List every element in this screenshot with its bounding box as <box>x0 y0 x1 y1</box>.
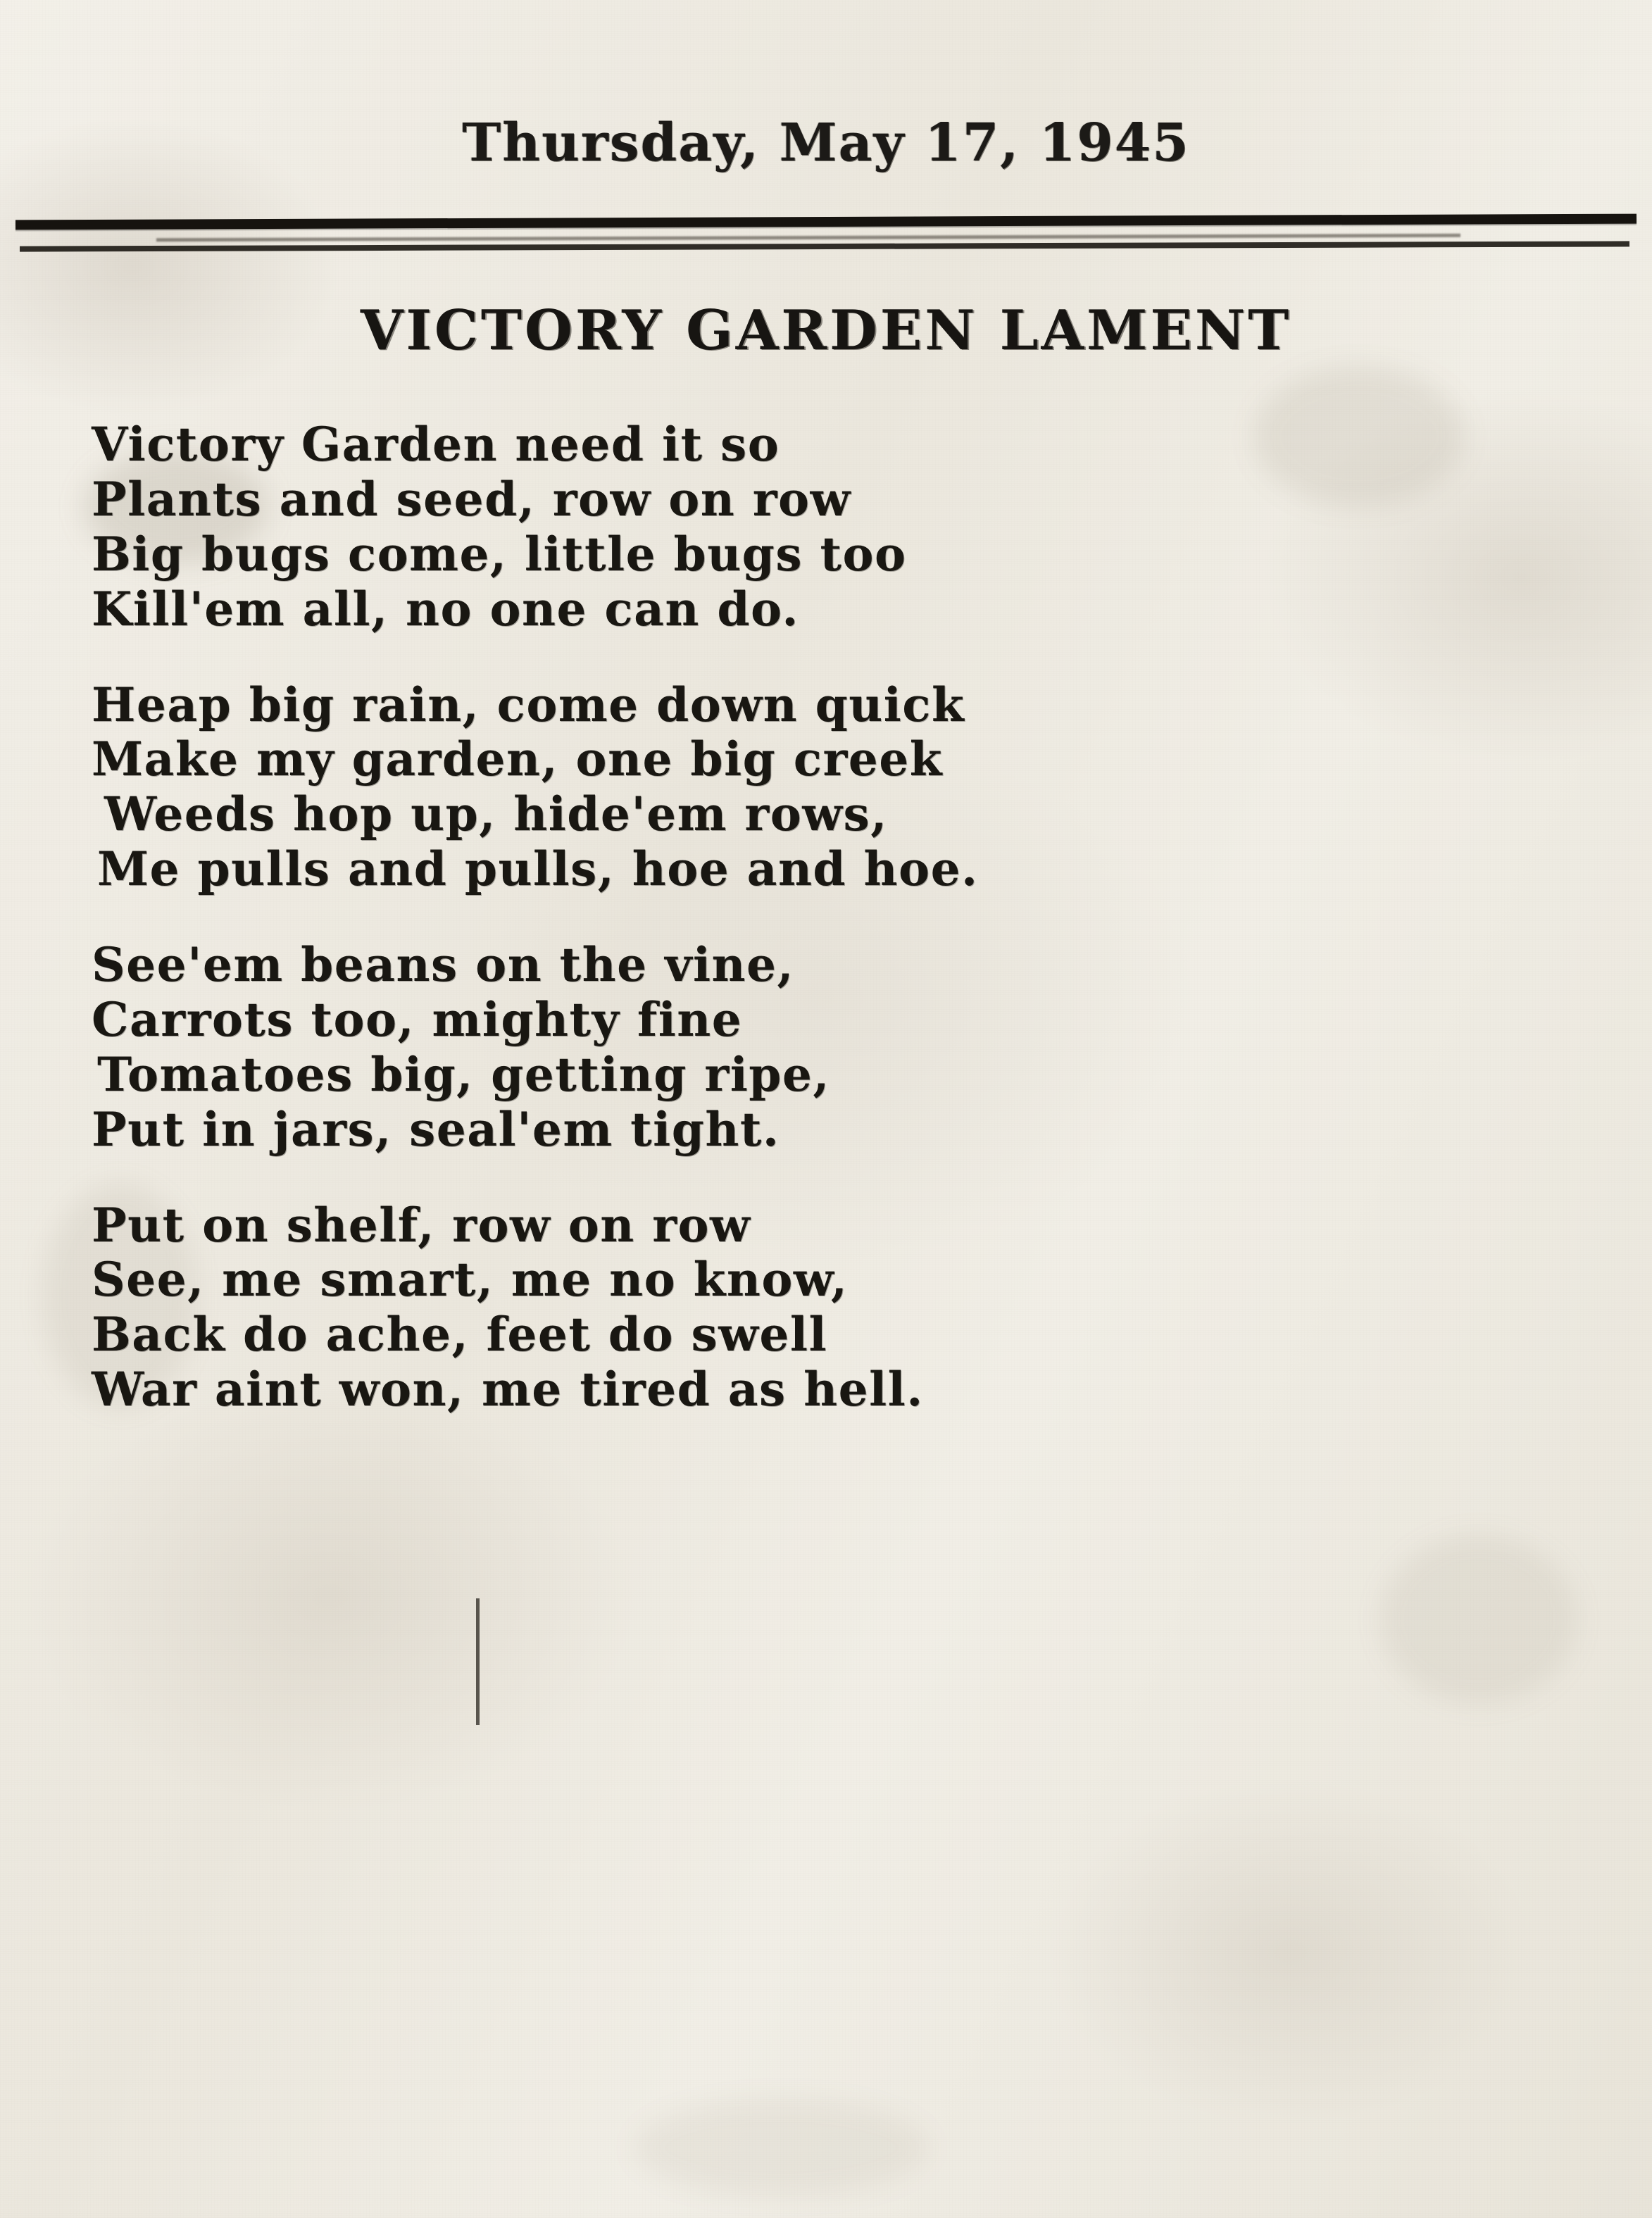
poem-stanza <box>92 938 1652 1158</box>
clipping-content <box>0 113 1652 1417</box>
horizontal-rules <box>15 213 1637 262</box>
poem-line: Heap big rain, come down quick <box>92 677 965 732</box>
poem-line: Big bugs come, little bugs too <box>92 526 907 582</box>
poem-line: Back do ache, feet do swell <box>92 1307 828 1362</box>
poem-line: Plants and seed, row on row <box>92 471 851 527</box>
rule-thin <box>20 241 1629 251</box>
poem-line: See, me smart, me no know, <box>92 1252 849 1308</box>
poem-stanza <box>92 1198 1652 1418</box>
scratch-artifact <box>476 1598 480 1725</box>
page-title: VICTORY GARDEN LAMENT <box>360 299 1292 363</box>
poem-body <box>92 418 1652 1417</box>
poem-line: Me pulls and pulls, hoe and hoe. <box>97 841 979 897</box>
poem-line: Weeds hop up, hide'em rows, <box>104 787 888 842</box>
poem-line: Tomatoes big, getting ripe, <box>97 1046 830 1102</box>
poem-line: Carrots too, mighty fine <box>92 991 743 1047</box>
rule-ghost <box>156 234 1460 242</box>
poem-line: Put on shelf, row on row <box>92 1197 751 1253</box>
poem-line: Victory Garden need it so <box>92 417 780 472</box>
poem-stanza <box>92 678 1652 898</box>
rule-thick <box>15 214 1637 230</box>
poem-line: War aint won, me tired as hell. <box>92 1362 924 1417</box>
poem-line: See'em beans on the vine, <box>92 937 794 992</box>
poem-line: Put in jars, seal'em tight. <box>92 1101 780 1157</box>
paper-smudge <box>634 2098 930 2197</box>
paper-smudge <box>1380 1535 1577 1704</box>
dateline: Thursday, May 17, 1945 <box>462 113 1190 173</box>
poem-stanza <box>92 418 1652 637</box>
poem-line: Make my garden, one big creek <box>92 732 943 787</box>
poem-line: Kill'em all, no one can do. <box>92 581 799 637</box>
